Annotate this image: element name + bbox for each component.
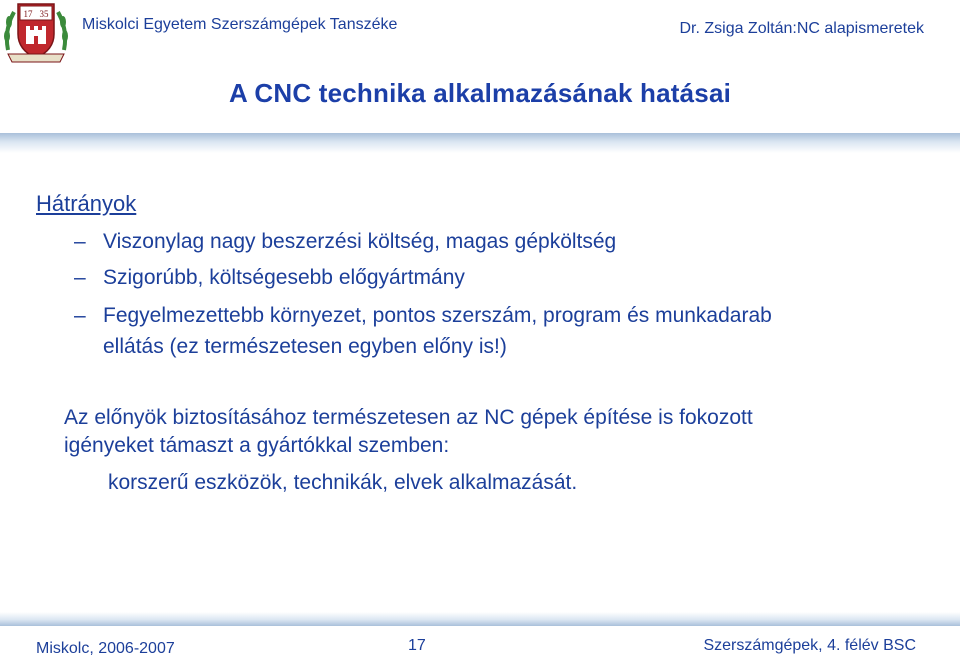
slide-header (0, 0, 960, 62)
footer-location-year: Miskolc, 2006-2007 (36, 640, 175, 657)
bullet-continuation-text: ellátás (ez természetesen egyben előny is!) (103, 335, 507, 358)
svg-text:35: 35 (39, 9, 49, 19)
bullet-text: Fegyelmezettebb környezet, pontos szerszám, program és munkadarab (103, 304, 772, 327)
author-course: Dr. Zsiga Zoltán:NC alapismeretek (679, 20, 924, 37)
university-crest-logo (2, 0, 70, 66)
top-divider-bar (0, 133, 960, 153)
bullet-dash: – (74, 266, 86, 289)
footer-course-info: Szerszámgépek, 4. félév BSC (703, 637, 916, 654)
university-name: Miskolci Egyetem Szerszámgépek Tanszéke (82, 16, 398, 33)
slide-title: A CNC technika alkalmazásának hatásai (228, 78, 732, 108)
section-heading: Hátrányok (36, 191, 137, 216)
paragraph-indented-line: korszerű eszközök, technikák, elvek alkalmazását. (108, 471, 578, 494)
svg-text:17: 17 (23, 9, 33, 19)
paragraph-line: Az előnyök biztosításához természetesen az NC gépek építése is fokozott (64, 406, 753, 429)
paragraph-line: igényeket támaszt a gyártókkal szemben: (64, 434, 450, 457)
bullet-text: Viszonylag nagy beszerzési költség, magas gépköltség (103, 230, 617, 253)
bottom-divider-bar (0, 612, 960, 626)
bullet-dash: – (74, 304, 86, 327)
footer-page-number: 17 (408, 637, 426, 654)
bullet-dash: – (74, 230, 86, 253)
bullet-text: Szigorúbb, költségesebb előgyártmány (103, 266, 465, 289)
